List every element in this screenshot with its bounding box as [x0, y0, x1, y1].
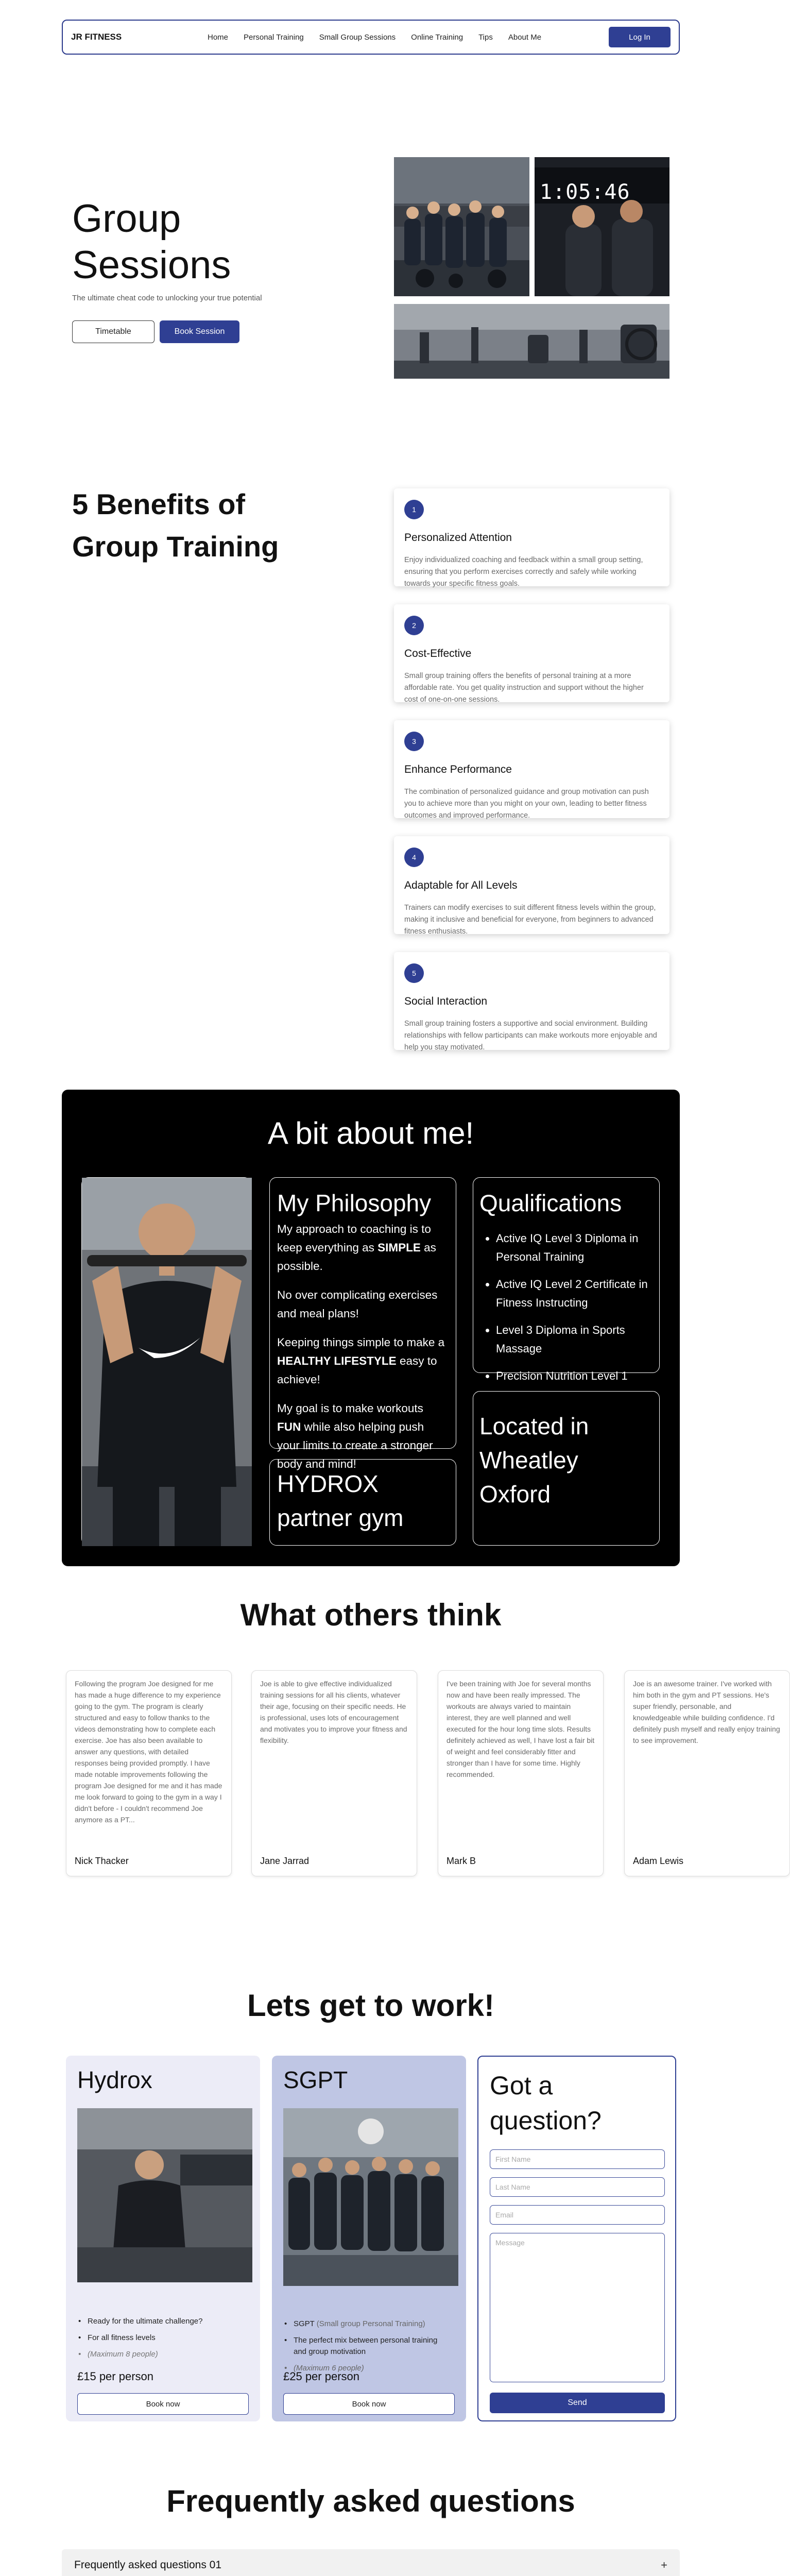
text: as possible. [277, 1241, 436, 1273]
feature-item: • Ready for the ultimate challenge? [77, 2316, 202, 2327]
hydrox-price: £15 per person [77, 2370, 153, 2383]
top-nav [62, 20, 680, 55]
text: Keeping things simple to make a [277, 1336, 445, 1349]
feature-item: • The perfect mix between personal training and group motivation [283, 2335, 448, 2358]
benefit-text: Small group training fosters a supportive and social environment. Building relationships with fellow participants can make workouts more enjoyable and help you stay motivated. [404, 1020, 657, 1052]
benefit-text: Small group training offers the benefits of personal training at a more affordable rate. You get quality instruction and support without the higher cost of one-on-one sessions. [404, 672, 644, 704]
sgpt-card [272, 2056, 466, 2421]
qualifications-list [479, 1229, 653, 1385]
hydrox-features [77, 2316, 202, 2365]
gym-timer-display: 1:05:46 [540, 180, 630, 204]
hero-photo-gym-image [394, 304, 669, 379]
nav-item-about-me[interactable]: About Me [508, 32, 542, 42]
send-button[interactable]: Send [490, 2393, 665, 2413]
benefits-title-line2: Group Training [72, 530, 279, 563]
benefit-number: 2 [404, 616, 424, 635]
benefit-text: The combination of personalized guidance and group motivation can push you to achieve more than you might on your own, leading to better fitness outcomes and improved performance. [404, 788, 649, 820]
text: My approach to coaching is to keep everything as [277, 1223, 431, 1254]
nav-item-small-group-sessions[interactable]: Small Group Sessions [319, 32, 396, 42]
philosophy-paragraph-1 [277, 1220, 449, 1276]
testimonial-card-3 [438, 1670, 604, 1876]
hero-photo-group [394, 157, 529, 296]
testimonial-author: Jane Jarrad [260, 1856, 310, 1866]
benefit-title: Adaptable for All Levels [404, 879, 518, 891]
brand-logo[interactable]: JR FITNESS [71, 32, 122, 42]
feature-item: • For all fitness levels [77, 2332, 202, 2344]
trainer-photo-image [82, 1178, 252, 1546]
text: while also helping push your limits to create a stronger body and mind! [277, 1420, 433, 1470]
benefit-title: Personalized Attention [404, 532, 512, 544]
hero-subtitle: The ultimate cheat code to unlocking your true potential [72, 294, 262, 302]
benefit-text: Trainers can modify exercises to suit different fitness levels within the group, making it inclusive and beneficial for everyone, from beginners to advanced fitness enthusiasts. [404, 904, 656, 936]
nav-item-online-training[interactable]: Online Training [411, 32, 463, 42]
hydrox-partner-text: HYDROX partner gym [277, 1470, 404, 1531]
emphasis: FUN [277, 1420, 301, 1433]
benefit-title: Cost-Effective [404, 648, 472, 659]
plus-icon[interactable]: + [661, 2558, 667, 2571]
question-form-title-line2: question? [490, 2106, 602, 2135]
faq-question: Frequently asked questions 01 [74, 2559, 222, 2571]
trainer-photo [81, 1177, 251, 1546]
text: My goal is to make workouts [277, 1402, 423, 1415]
faq-item-1[interactable] [62, 2549, 680, 2576]
nav-item-tips[interactable]: Tips [478, 32, 493, 42]
message-field[interactable] [490, 2233, 665, 2382]
hydrox-photo-image [77, 2108, 252, 2282]
pricing-title: Lets get to work! [247, 1988, 495, 2023]
testimonial-text: Joe is able to give effective individualized training sessions for all his clients, whatever their age, focusing on their specific needs. He is professional, uses lots of encouragement and motivates you to improve your fitness and flexibility. [260, 1680, 407, 1744]
benefit-text: Enjoy individualized coaching and feedback within a small group setting, ensuring that you perform exercises correctly and safely while working towards your specific fitness goals. [404, 556, 643, 588]
hero-photo-gym [394, 304, 669, 379]
location-card [473, 1391, 660, 1546]
hydrox-photo [77, 2108, 252, 2282]
testimonial-text: I've been training with Joe for several months now and have been really impressed. The workouts are always varied to maintain interest, they are well planned and well executed for the hour long time slots. Results definitely achieved as well, I have lost a fair bit of weight and feel considerably fitter and stronger than I have for some time. Highly recommended. [446, 1680, 595, 1778]
feature-item: • (Maximum 8 people) [77, 2349, 202, 2360]
benefit-number: 4 [404, 848, 424, 867]
testimonial-carousel-clip [623, 1665, 780, 1882]
testimonial-text: Following the program Joe designed for me has made a huge difference to my experience going to the gym. The program is clearly structured and easy to follow thanks to the videos demonstrating how to complete each exercise. Joe has also been available to answer any questions, with detailed responses being provided promptly. I have made notable improvements following the program Joe designed for me and it has made me look forward to going to the gym in a way I didn't before - I couldn't recommend Joe anymore as a PT... [75, 1680, 222, 1824]
philosophy-card [269, 1177, 456, 1470]
benefit-card-2 [394, 604, 669, 702]
hero-photo-trainers [535, 157, 669, 296]
benefits-title [72, 483, 279, 568]
nav-item-personal-training[interactable]: Personal Training [244, 32, 304, 42]
question-form [477, 2056, 676, 2421]
benefit-number: 5 [404, 963, 424, 983]
first-name-field[interactable] [490, 2149, 665, 2169]
benefits-title-line1: 5 Benefits of [72, 488, 246, 520]
qualification-item: • Precision Nutrition Level 1 [496, 1367, 653, 1385]
question-form-title [490, 2068, 664, 2138]
benefit-card-5 [394, 952, 669, 1050]
timetable-button[interactable]: Timetable [72, 320, 154, 343]
testimonial-author: Mark B [446, 1856, 476, 1866]
testimonial-author: Adam Lewis [633, 1856, 684, 1866]
qualifications-title: Qualifications [479, 1190, 622, 1216]
emphasis: HEALTHY LIFESTYLE [277, 1354, 397, 1367]
philosophy-paragraph-2: No over complicating exercises and meal plans! [277, 1289, 438, 1320]
testimonial-text: Joe is an awesome trainer. I've worked with him both in the gym and PT sessions. He's super friendly, personable, and knowledgeable while building confidence. I'd definitely push myself and really enjoy training to see improvement. [633, 1680, 780, 1744]
emphasis: SIMPLE [377, 1241, 421, 1254]
feature-item [283, 2318, 448, 2330]
hydrox-book-button[interactable]: Book now [77, 2393, 249, 2415]
qualification-item: • Level 3 Diploma in Sports Massage [496, 1321, 653, 1358]
nav-menu [208, 33, 541, 42]
benefit-number: 3 [404, 732, 424, 751]
sgpt-card-title: SGPT [283, 2066, 348, 2093]
text: easy to achieve! [277, 1354, 437, 1386]
faq-title: Frequently asked questions [166, 2484, 575, 2518]
page-title [72, 196, 231, 289]
qualification-item: • Active IQ Level 3 Diploma in Personal Training [496, 1229, 653, 1266]
benefit-card-1 [394, 488, 669, 586]
philosophy-title: My Philosophy [277, 1190, 432, 1216]
about-title: A bit about me! [267, 1116, 474, 1150]
qualifications-card [473, 1177, 660, 1382]
text: SGPT [294, 2319, 317, 2328]
philosophy-paragraph-3 [277, 1333, 449, 1389]
sgpt-photo-image [283, 2108, 458, 2286]
benefit-title: Social Interaction [404, 995, 488, 1007]
hero-photo-trainers-image [535, 157, 669, 296]
hydrox-partner-card [269, 1459, 456, 1546]
email-field[interactable] [490, 2205, 665, 2225]
benefit-card-3 [394, 720, 669, 818]
hero-photo-group-image [394, 157, 529, 296]
qualification-item: • Active IQ Level 2 Certificate in Fitness Instructing [496, 1275, 653, 1312]
feature-item: • (Maximum 6 people) [283, 2363, 448, 2374]
login-button[interactable]: Log In [609, 27, 671, 47]
sgpt-book-button[interactable]: Book now [283, 2393, 455, 2415]
page-title-line1: Group [72, 197, 181, 241]
sgpt-price: £25 per person [283, 2370, 359, 2383]
text: (Small group Personal Training) [316, 2319, 425, 2328]
testimonial-card-2 [251, 1670, 417, 1876]
about-section [62, 1090, 680, 1566]
testimonial-author: Nick Thacker [75, 1856, 129, 1866]
page-title-line2: Sessions [72, 243, 231, 287]
benefit-number: 1 [404, 500, 424, 519]
benefit-card-4 [394, 836, 669, 934]
benefit-title: Enhance Performance [404, 764, 512, 775]
last-name-field[interactable] [490, 2177, 665, 2197]
question-form-title-line1: Got a [490, 2071, 553, 2100]
book-session-button[interactable]: Book Session [160, 320, 239, 343]
hydrox-card-title: Hydrox [77, 2066, 152, 2093]
location-text: Located in Wheatley Oxford [479, 1413, 589, 1507]
nav-item-home[interactable]: Home [208, 32, 229, 42]
testimonial-card-1 [66, 1670, 232, 1876]
testimonial-card-4 [624, 1670, 790, 1876]
testimonials-title: What others think [240, 1598, 502, 1632]
sgpt-photo [283, 2108, 458, 2286]
hydrox-card [66, 2056, 260, 2421]
